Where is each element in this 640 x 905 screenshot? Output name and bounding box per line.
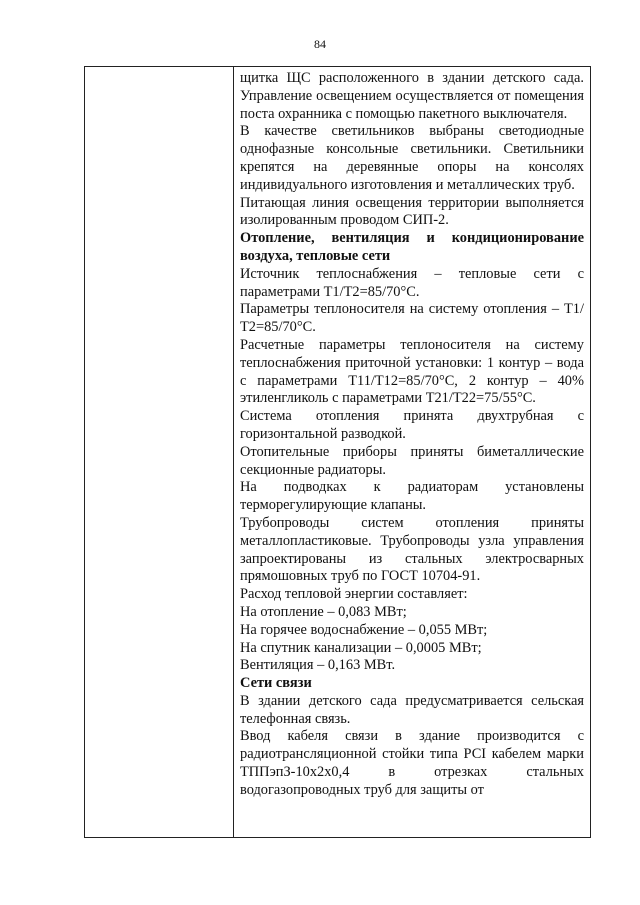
list-item-hot-water: На горячее водоснабжение – 0,055 МВт;	[240, 621, 488, 638]
paragraph-valves: На подводках к радиаторам установлены терморегулирующие клапаны.	[240, 479, 584, 514]
paragraph-telephony: В здании детского сада предусматривается сельская телефонная связь.	[240, 692, 584, 727]
paragraph-lighting-control: щитка ЩС расположенного в здании детского сада. Управление освещением осуществляется от помещения поста охранника с помощью пакетного выключателя.	[240, 70, 584, 122]
section-heading-communications: Сети связи	[240, 675, 312, 692]
paragraph-heat-source: Источник теплоснабжения – тепловые сети с параметрами Т1/Т2=85/70°С.	[240, 265, 584, 300]
paragraph-supply-line: Питающая линия освещения территории выполняется изолированным проводом СИП-2.	[240, 194, 584, 229]
table-left-cell	[85, 67, 234, 837]
list-item-ventilation: Вентиляция – 0,163 МВт.	[240, 657, 396, 674]
paragraph-heating-system: Система отопления принята двухтрубная с горизонтальной разводкой.	[240, 408, 584, 442]
paragraph-pipelines: Трубопроводы систем отопления приняты металлопластиковые. Трубопроводы узла управления запроектированы из стальных электросварных прямошовных труб по ГОСТ 10704-91.	[240, 514, 584, 585]
table-right-cell	[234, 67, 590, 837]
document-table	[84, 66, 591, 838]
paragraph-design-params: Расчетные параметры теплоносителя на систему теплоснабжения приточной установки: 1 контур – вода с параметрами Т11/Т12=85/70°С, 2 контур – 40% этиленгликоль с параметрами Т21/Т22=75/55°С.	[240, 336, 584, 407]
paragraph-radiators: Отопительные приборы приняты биметаллические секционные радиаторы.	[240, 443, 584, 478]
list-item-sewer-satellite: На спутник канализации – 0,0005 МВт;	[240, 639, 482, 656]
paragraph-luminaires: В качестве светильников выбраны светодиодные однофазные консольные светильники. Светильники крепятся на деревянные опоры на консолях индивидуального изготовления и металлических труб.	[240, 123, 584, 193]
page-number: 84	[314, 37, 326, 51]
paragraph-cable-entry: Ввод кабеля связи в здание производится с радиотрансляционной стойки типа РСІ кабелем марки ТППэпЗ-10х2х0,4 в отрезках стальных водогазопроводных труб для защиты от	[240, 728, 584, 798]
list-item-heating: На отопление – 0,083 МВт;	[240, 603, 407, 620]
paragraph-heat-consumption: Расход тепловой энергии составляет:	[240, 586, 468, 603]
paragraph-coolant-params: Параметры теплоносителя на систему отопления – Т1/Т2=85/70°С.	[240, 301, 584, 336]
section-heading-heating: Отопление, вентиляция и кондиционирование воздуха, тепловые сети	[240, 230, 584, 264]
